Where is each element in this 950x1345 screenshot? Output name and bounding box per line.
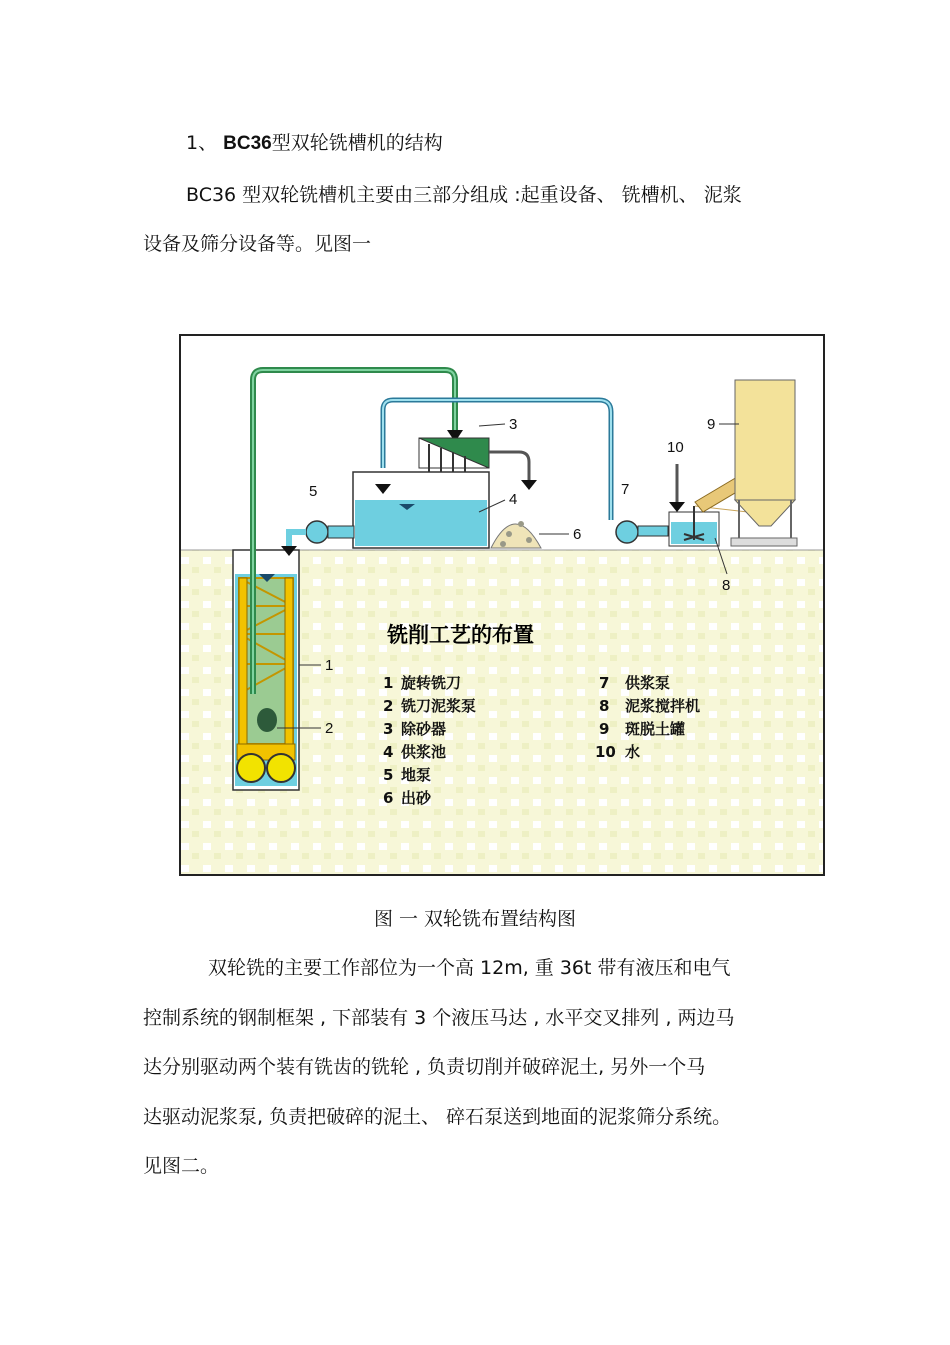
callout-8: 8 <box>722 577 731 594</box>
legend-item-2-num: 2 <box>383 697 394 715</box>
legend-item-2-label: 铣刀泥浆泵 <box>401 697 477 715</box>
cutter-wheel-left <box>237 754 265 782</box>
callout-6: 6 <box>573 526 582 543</box>
body-line-3: 达分别驱动两个装有铣齿的铣轮 , 负责切削并破碎泥土, 另外一个马 <box>143 1056 706 1078</box>
cutter-wheel-right <box>267 754 295 782</box>
legend-item-4-num: 4 <box>383 743 394 761</box>
legend-item-8-label: 泥浆搅拌机 <box>625 697 701 715</box>
callout-9: 9 <box>707 416 716 433</box>
legend-item-5-label: 地泵 <box>401 766 432 784</box>
supply-pump <box>616 521 638 543</box>
legend-item-1-label: 旋转铣刀 <box>401 674 462 692</box>
legend-item-10-num: 10 <box>595 743 616 761</box>
intro-line-1: BC36 型双轮铣槽机主要由三部分组成 :起重设备、 铣槽机、 泥浆 <box>186 184 742 206</box>
bentonite-silo <box>735 380 795 500</box>
ground-pump <box>306 521 328 543</box>
intro-line-2: 设备及筛分设备等。见图一 <box>143 233 372 255</box>
legend-item-1-num: 1 <box>383 674 394 692</box>
legend-title: 铣削工艺的布置 <box>387 623 534 647</box>
body-line-4: 达驱动泥浆泵, 负责把破碎的泥土、 碎石泵送到地面的泥浆筛分系统。 <box>143 1106 732 1128</box>
legend-item-5-num: 5 <box>383 766 394 784</box>
legend-item-7-label: 供浆泵 <box>625 674 671 692</box>
layout-diagram <box>179 334 825 876</box>
legend-item-3-label: 除砂器 <box>401 720 447 738</box>
callout-4: 4 <box>509 491 518 508</box>
callout-7: 7 <box>621 481 630 498</box>
section-model: BC36 <box>223 133 272 154</box>
section-heading <box>186 131 856 156</box>
body-line-5: 见图二。 <box>143 1155 220 1177</box>
figure-caption: 图 一 双轮铣布置结构图 <box>373 908 577 930</box>
callout-5: 5 <box>309 483 318 500</box>
callout-2: 2 <box>325 720 334 737</box>
legend-item-6-label: 出砂 <box>401 789 432 807</box>
body-line-1: 双轮铣的主要工作部位为一个高 12m, 重 36t 带有液压和电气 <box>208 957 731 979</box>
legend-item-6-num: 6 <box>383 789 394 807</box>
legend-item-3-num: 3 <box>383 720 394 738</box>
legend-item-10-label: 水 <box>625 743 641 761</box>
section-title: 型双轮铣槽机的结构 <box>271 132 443 154</box>
legend-item-8-num: 8 <box>599 697 610 715</box>
callout-10: 10 <box>667 439 684 456</box>
section-number: 1、 <box>186 132 218 154</box>
legend-item-9-num: 9 <box>599 720 610 738</box>
legend-item-7-num: 7 <box>599 674 610 692</box>
cutter-pump <box>257 708 277 732</box>
callout-3: 3 <box>509 416 518 433</box>
legend-item-9-label: 斑脱土罐 <box>625 720 686 738</box>
body-line-2: 控制系统的钢制框架 , 下部装有 3 个液压马达 , 水平交叉排列 , 两边马 <box>143 1007 735 1029</box>
legend-item-4-label: 供浆池 <box>401 743 447 761</box>
callout-1: 1 <box>325 657 334 674</box>
